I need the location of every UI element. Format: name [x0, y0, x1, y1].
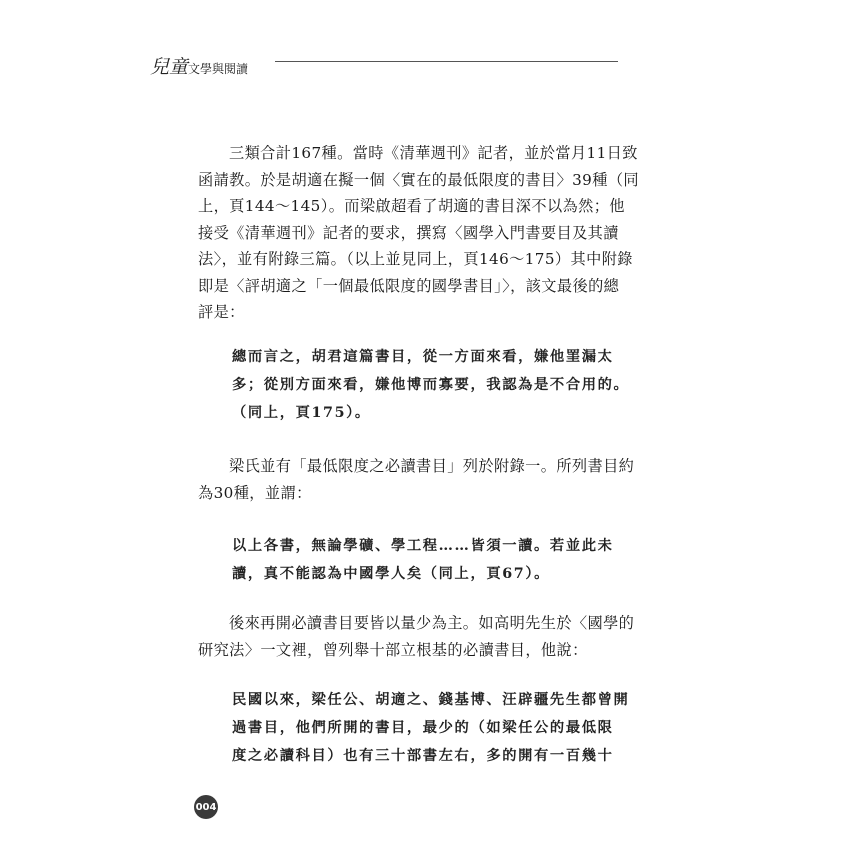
body-paragraph	[198, 453, 634, 506]
text-line: 研究法〉一文裡，曾列舉十部立根基的必讀書目，他說：	[198, 640, 588, 659]
body-paragraph	[198, 610, 634, 663]
text-line: 上，頁144～145）。而梁啟超看了胡適的書目深不以為然；他	[198, 197, 625, 215]
body-paragraph	[198, 140, 639, 326]
text-line: 接受《清華週刊》記者的要求，撰寫〈國學入門書要目及其讀	[198, 223, 619, 242]
header-rule	[275, 61, 618, 62]
book-title-small: 文學與閱讀	[188, 62, 249, 76]
quote-line: 以上各書，無論學礦、學工程……皆須一讀。若並此未	[232, 538, 614, 554]
text-line: 三類合計167種。當時《清華週刊》記者，並於當月11日致	[229, 144, 638, 162]
text-line: 即是〈評胡適之「一個最低限度的國學書目」〉，該文最後的總	[198, 276, 620, 295]
quote-line: 過書目，他們所開的書目，最少的（如梁任公的最低限	[232, 720, 614, 736]
block-quote	[232, 686, 629, 770]
text-line: 為30種，並謂：	[198, 483, 312, 502]
quote-line: 度之必讀科目）也有三十部書左右，多的開有一百幾十	[232, 748, 614, 764]
book-title-large: 兒童	[150, 56, 189, 78]
quote-line: 民國以來，梁任公、胡適之、錢基博、汪辟疆先生都曾開	[232, 692, 630, 708]
text-line: 後來再開必讀書目要皆以量少為主。如高明先生於〈國學的	[229, 614, 635, 632]
running-header	[150, 52, 620, 76]
quote-line: 多；從別方面來看，嫌他博而寡要，我認為是不合用的。	[232, 377, 630, 393]
page-number-badge: 004	[194, 795, 218, 819]
text-line: 法〉，並有附錄三篇。（以上並見同上，頁146～175）其中附錄	[198, 250, 633, 268]
block-quote	[232, 532, 614, 588]
quote-line: （同上，頁175）。	[232, 405, 371, 421]
block-quote	[232, 343, 629, 427]
text-line: 梁氏並有「最低限度之必讀書目」列於附錄一。所列書目約	[229, 457, 635, 475]
quote-line: 總而言之，胡君這篇書目，從一方面來看，嫌他罣漏太	[232, 349, 614, 365]
text-line: 函請教。於是胡適在擬一個〈實在的最低限度的書目〉39種（同	[198, 170, 639, 189]
text-line: 評是：	[198, 303, 245, 321]
quote-line: 讀，真不能認為中國學人矣（同上，頁67）。	[232, 566, 550, 582]
book-title	[150, 52, 248, 79]
